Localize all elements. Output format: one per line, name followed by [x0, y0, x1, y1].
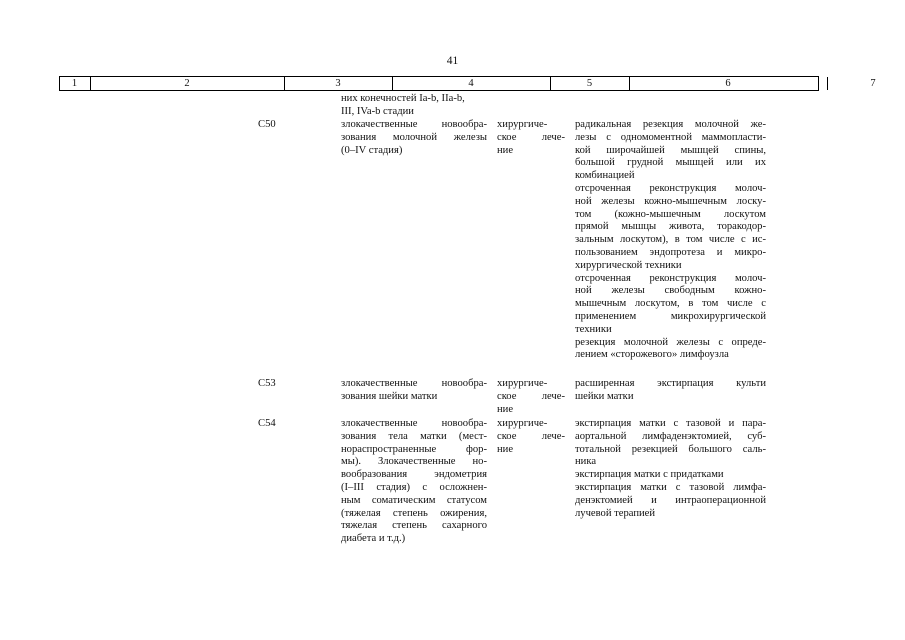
text-line: зования шейки матки: [341, 390, 438, 402]
text-line: экстирпация матки с тазовой и пара-: [575, 418, 766, 429]
col-header-6: 6: [725, 78, 731, 89]
code-cell: C53: [258, 378, 276, 389]
text-line: тяжелая степень сахарного: [341, 520, 487, 532]
text-line: кой широчайшей мышцей спины,: [575, 144, 766, 156]
text-line: мы). Злокачественные но-: [341, 456, 487, 468]
text-line: лезы с одномоментной маммопласти-: [575, 131, 766, 143]
text-line: злокачественные новообра-: [341, 378, 487, 389]
text-line: ское лече-: [497, 390, 565, 402]
col-header-5: 5: [586, 78, 593, 89]
text-line: том (кожно-мышечным лоскутом: [575, 208, 766, 220]
text-line: ние: [497, 443, 514, 455]
text-line: ным соматическим статусом: [341, 494, 487, 506]
text-line: диабета и т.д.): [341, 533, 406, 545]
text-line: ние: [497, 403, 514, 415]
diagnosis-cell: [341, 418, 487, 546]
text-line: зования молочной железы: [341, 131, 487, 143]
page-number: 41: [446, 55, 459, 67]
text-line: зальным лоскутом), в том числе с ис-: [575, 234, 766, 246]
text-line: хирургиче-: [497, 418, 548, 429]
text-line: (I–III стадия) с осложнен-: [341, 481, 487, 493]
text-line: большой грудной мышцей или их: [575, 157, 766, 169]
text-line: ние: [497, 144, 514, 156]
text-line: денэктомией и интраоперационной: [575, 494, 766, 506]
text-line: пользованием эндопротеза и микро-: [575, 246, 766, 258]
text-line: аортальной лимфаденэктомией, суб-: [575, 430, 766, 442]
text-line: отсроченная реконструкция молоч-: [575, 272, 766, 284]
text-line: мышечным лоскутом, в том числе с: [575, 298, 766, 310]
text-line: ника: [575, 456, 597, 468]
text-line: хирургиче-: [497, 378, 548, 389]
text-line: техники: [575, 323, 612, 335]
treatment-cell: [497, 418, 565, 456]
text-line: шейки матки: [575, 390, 634, 402]
text-line: ское лече-: [497, 131, 565, 143]
col-header-2: 2: [184, 78, 190, 89]
continued-diagnosis: [341, 93, 491, 119]
text-line: отсроченная реконструкция молоч-: [575, 182, 766, 194]
text-line: нораспространенные фор-: [341, 443, 487, 455]
text-line: них конечностей Ia-b, IIa-b,: [341, 93, 465, 104]
treatment-cell: [497, 119, 565, 157]
text-line: прямой мышцы живота, торакодор-: [575, 221, 766, 233]
text-line: (тяжелая степень ожирения,: [341, 507, 487, 519]
col-header-3: 3: [335, 78, 341, 89]
methods-cell: [575, 378, 766, 404]
text-line: комбинацией: [575, 170, 635, 182]
code-cell: C54: [258, 418, 276, 429]
text-line: радикальная резекция молочной же-: [575, 119, 766, 130]
diagnosis-cell: [341, 119, 487, 157]
text-line: хирургиче-: [497, 119, 548, 130]
col-header-1: 1: [71, 78, 78, 89]
text-line: применением микрохирургической: [575, 310, 766, 322]
table-header-row: [59, 76, 876, 91]
col-header-4: 4: [468, 78, 474, 89]
text-line: ной железы кожно-мышечным лоску-: [575, 195, 766, 207]
text-line: тотальной резекцией большого саль-: [575, 443, 766, 455]
text-line: злокачественные новообра-: [341, 418, 487, 429]
methods-cell: [575, 418, 766, 520]
text-line: экстирпация матки с тазовой лимфа-: [575, 481, 766, 493]
diagnosis-cell: [341, 378, 487, 404]
text-line: ское лече-: [497, 430, 565, 442]
text-line: хирургической техники: [575, 259, 682, 271]
text-line: (0–IV стадия): [341, 144, 403, 156]
text-line: вообразования эндометрия: [341, 469, 487, 481]
treatment-cell: [497, 378, 565, 416]
text-line: зования тела матки (мест-: [341, 430, 487, 442]
text-line: злокачественные новообра-: [341, 119, 487, 130]
text-line: резекция молочной железы с опреде-: [575, 336, 766, 348]
methods-cell: [575, 119, 766, 362]
text-line: лением «сторожевого» лимфоузла: [575, 349, 729, 361]
col-header-7: 7: [870, 78, 876, 89]
text-line: III, IVa-b стадии: [341, 105, 414, 117]
text-line: ной железы свободным кожно-: [575, 285, 766, 297]
code-cell: C50: [258, 119, 276, 130]
text-line: экстирпация матки с придатками: [575, 469, 724, 481]
text-line: расширенная экстирпация культи: [575, 378, 766, 389]
text-line: лучевой терапией: [575, 507, 656, 519]
